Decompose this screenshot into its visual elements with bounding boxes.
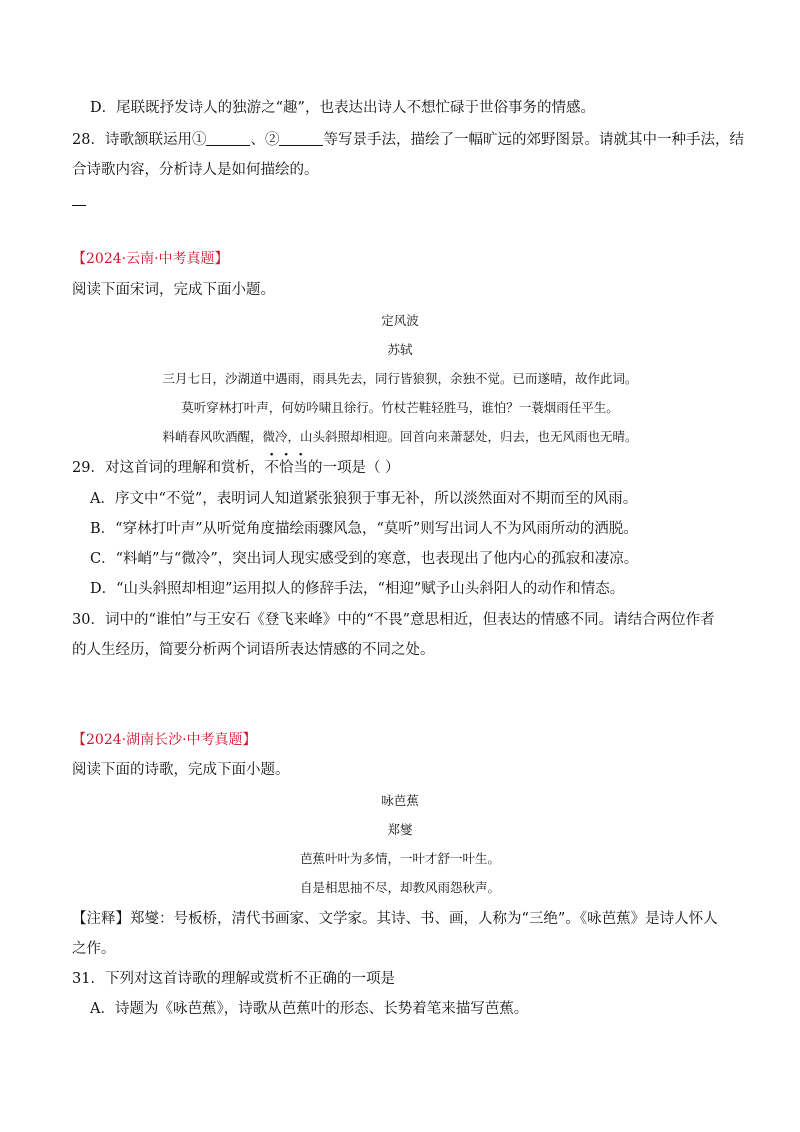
q28-stem-part-b: 、② (250, 132, 280, 148)
q31-stem: 31．下列对这首诗歌的理解或赏析不正确的一项是 (72, 971, 395, 987)
poem2-line-1: 芭蕉叶叶为多情，一叶才舒一叶生。 (299, 851, 500, 866)
q27-option-d: D．尾联既抒发诗人的独游之“趣”，也表达出诗人不想忙碌于世俗事务的情感。 (90, 100, 595, 116)
q29-option-d: D．“山头斜照却相迎”运用拟人的修辞手法，“相迎”赋予山头斜阳人的动作和情态。 (90, 581, 625, 597)
section2-intro: 阅读下面的诗歌，完成下面小题。 (72, 762, 290, 778)
q28-blank-1 (206, 131, 250, 146)
q29-emphasis-char-3: 当 (293, 460, 308, 476)
poem1-title: 定风波 (381, 313, 419, 328)
q29-option-a: A．序文中“不觉”，表明词人知道紧张狼狈于事无补，所以淡然面对不期而至的风雨。 (90, 491, 638, 507)
section-tag-changsha: 【2024·湖南长沙·中考真题】 (72, 732, 257, 748)
q29-emphasis-char-1: 不 (264, 460, 279, 476)
q29-option-b: B．“穿林打叶声”从听觉角度描绘雨骤风急，“莫听”则写出词人不为风雨所动的洒脱。 (90, 521, 638, 537)
q29-option-c: C．“料峭”与“微冷”，突出词人现实感受到的寒意，也表现出了他内心的孤寂和凄凉。 (90, 551, 639, 567)
note-line1: 【注释】郑燮：号板桥，清代书画家、文学家。其诗、书、画，人称为“三绝”。《咏芭蕉》是诗人怀人 (72, 911, 718, 927)
q30-stem-line2: 的人生经历，简要分析两个词语所表达情感的不同之处。 (72, 642, 435, 658)
poem2-line-2: 自是相思抽不尽，却教风雨怨秋声。 (299, 880, 500, 895)
poem2-author: 郑燮 (387, 822, 413, 837)
q29-stem-part-b: 的一项是（ ） (307, 460, 400, 476)
q28-blank-2 (279, 131, 323, 146)
q28-stem-line1 (72, 130, 744, 150)
q28-stem-part-c: 等写景手法，描绘了一幅旷远的郊野图景。请就其中一种手法，结 (323, 132, 744, 148)
q29-stem-part-a: 29．对这首词的理解和赏析， (72, 460, 265, 476)
q31-option-a: A．诗题为《咏芭蕉》，诗歌从芭蕉叶的形态、长势着笔来描写芭蕉。 (90, 1001, 529, 1017)
q29-stem (72, 458, 400, 478)
poem1-line-2: 料峭春风吹酒醒，微冷，山头斜照却相迎。回首向来萧瑟处，归去，也无风雨也无晴。 (162, 429, 638, 444)
poem1-author: 苏轼 (387, 342, 413, 357)
section1-intro: 阅读下面宋词，完成下面小题。 (72, 282, 275, 298)
q28-stem-line2: 合诗歌内容，分析诗人是如何描绘的。 (72, 162, 319, 178)
q29-emphasis-char-2: 恰 (278, 460, 294, 476)
q28-stem-part-a: 28．诗歌颔联运用① (72, 132, 207, 148)
poem1-line-1: 莫听穿林打叶声，何妨吟啸且徐行。竹杖芒鞋轻胜马，谁怕？一蓑烟雨任平生。 (181, 400, 619, 415)
answer-line (72, 205, 86, 206)
q30-stem-line1: 30．词中的“谁怕”与王安石《登飞来峰》中的“不畏”意思相近，但表达的情感不同。请结合两位作者 (72, 612, 715, 628)
poem1-preface: 三月七日，沙湖道中遇雨，雨具先去，同行皆狼狈，余独不觉。已而遂晴，故作此词。 (162, 371, 638, 386)
section-tag-yunnan: 【2024·云南·中考真题】 (72, 251, 229, 267)
poem2-title: 咏芭蕉 (381, 793, 419, 808)
note-line2: 之作。 (72, 941, 116, 957)
